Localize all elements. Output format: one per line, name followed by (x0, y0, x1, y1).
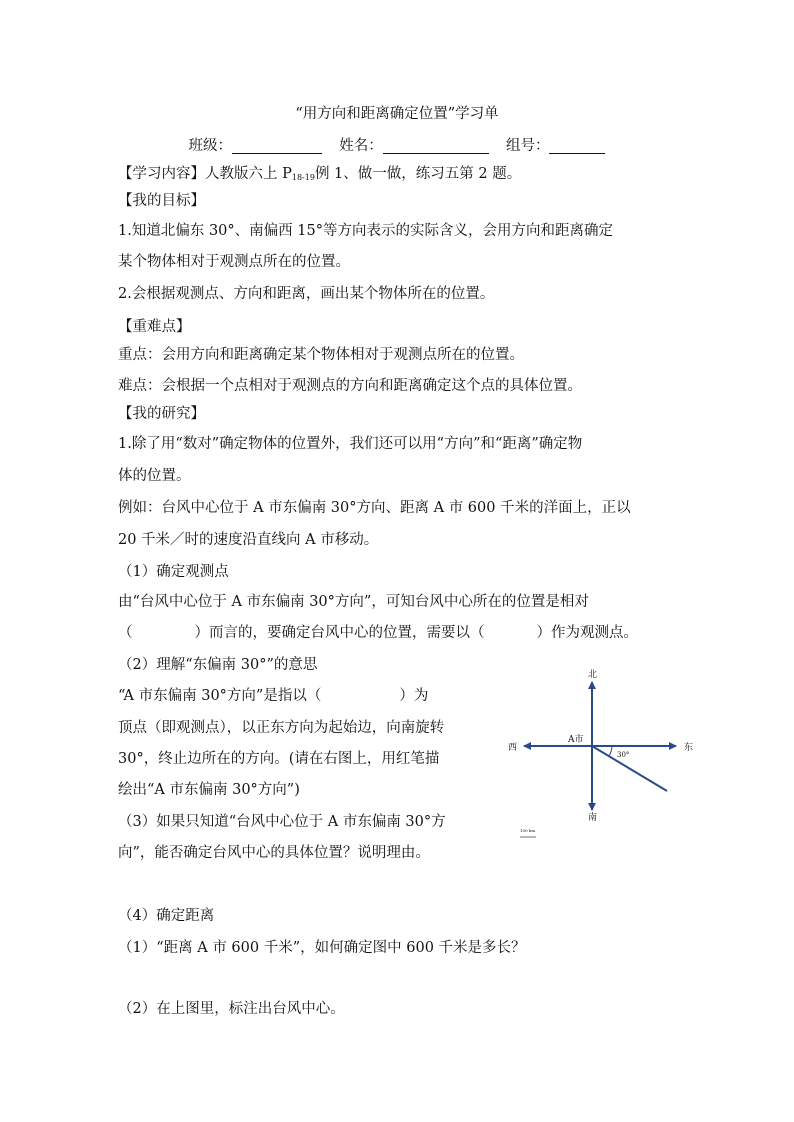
group-blank[interactable] (549, 137, 605, 154)
name-blank[interactable] (383, 137, 489, 154)
step-1-line-1: 由“台风中心位于 A 市东偏南 30°方向”，可知台风中心所在的位置是相对 (118, 594, 589, 610)
angle-arc (609, 746, 612, 756)
example-line-2: 20 千米／时的速度沿直线向 A 市移动。 (118, 532, 379, 548)
step-4-title: （4）确定距离 (118, 908, 215, 924)
east-label: 东 (684, 743, 694, 753)
group-label: 组号： (505, 138, 550, 154)
scale-label: 100 km (520, 828, 536, 833)
goals-heading: 【我的目标】 (118, 193, 205, 209)
step-2-line-1-start: “A 市东偏南 30°方向”是指以（ (118, 688, 322, 704)
step-1-title: （1）确定观测点 (118, 564, 229, 580)
example-line-1: 例如：台风中心位于 A 市东偏南 30°方向、距离 A 市 600 千米的洋面上，正以 (118, 500, 631, 516)
content-heading: 【学习内容】 (118, 166, 205, 182)
south-label: 南 (588, 813, 598, 823)
step-3-line-2: 向”，能否确定台风中心的具体位置？说明理由。 (118, 845, 430, 861)
direction-diagram (500, 662, 700, 847)
angle-label: 30° (617, 751, 630, 759)
difficulty-point: 难点：会根据一个点相对于观测点的方向和距离确定这个点的具体位置。 (118, 378, 582, 394)
goal-1-line-2: 某个物体相对于观测点所在的位置。 (118, 254, 350, 270)
step-2-line-1-end: ）为 (399, 688, 429, 704)
north-label: 北 (588, 670, 598, 680)
research-heading: 【我的研究】 (118, 406, 205, 422)
class-label: 班级： (188, 138, 233, 154)
step-1-line-2-end: ）作为观测点。 (536, 625, 638, 641)
step-2-line-2: 顶点（即观测点），以正东方向为起始边，向南旋转 (118, 720, 445, 736)
step-1-line-2-middle: ）而言的，要确定台风中心的位置，需要以（ (194, 625, 485, 641)
content-text-before: 人教版六上 P (205, 166, 292, 182)
content-text-after: 例 1、做一做，练习五第 2 题。 (314, 166, 522, 182)
step-2-line-1 (118, 686, 428, 706)
step-4-question-1: （1）“距离 A 市 600 千米”，如何确定图中 600 千米是多长？ (118, 940, 526, 956)
step-2-line-3: 30°，终止边所在的方向。(请在右图上，用红笔描 (118, 751, 440, 767)
step-2-title: （2）理解“东偏南 30°”的意思 (118, 657, 318, 673)
focus-point: 重点：会用方向和距离确定某个物体相对于观测点所在的位置。 (118, 347, 524, 363)
goal-1-line-1: 1.知道北偏东 30°、南偏西 15°等方向表示的实际含义，会用方向和距离确定 (118, 223, 613, 239)
research-p1-line-2: 体的位置。 (118, 468, 191, 484)
west-label: 西 (508, 743, 518, 753)
direction-ray[interactable] (592, 746, 667, 791)
page-title: “用方向和距离确定位置”学习单 (295, 106, 499, 122)
step-4-question-2: （2）在上图里，标注出台风中心。 (118, 1001, 345, 1017)
student-info-row (0, 136, 794, 156)
content-page-sub: 18-19 (291, 173, 315, 182)
origin-label: A市 (568, 735, 584, 745)
class-blank[interactable] (232, 137, 322, 154)
key-points-heading: 【重难点】 (118, 319, 191, 335)
step-1-bracket-open: （ (118, 625, 133, 641)
step-1-line-2 (118, 623, 638, 643)
step-3-line-1: （3）如果只知道“台风中心位于 A 市东偏南 30°方 (118, 814, 446, 830)
learning-content (118, 164, 521, 188)
research-p1-line-1: 1.除了用“数对”确定物体的位置外，我们还可以用“方向”和“距离”确定物 (118, 436, 583, 452)
goal-2: 2.会根据观测点、方向和距离，画出某个物体所在的位置。 (118, 286, 495, 302)
step-2-line-4: 绘出“A 市东偏南 30°方向”) (118, 782, 300, 798)
name-label: 姓名： (339, 138, 383, 154)
